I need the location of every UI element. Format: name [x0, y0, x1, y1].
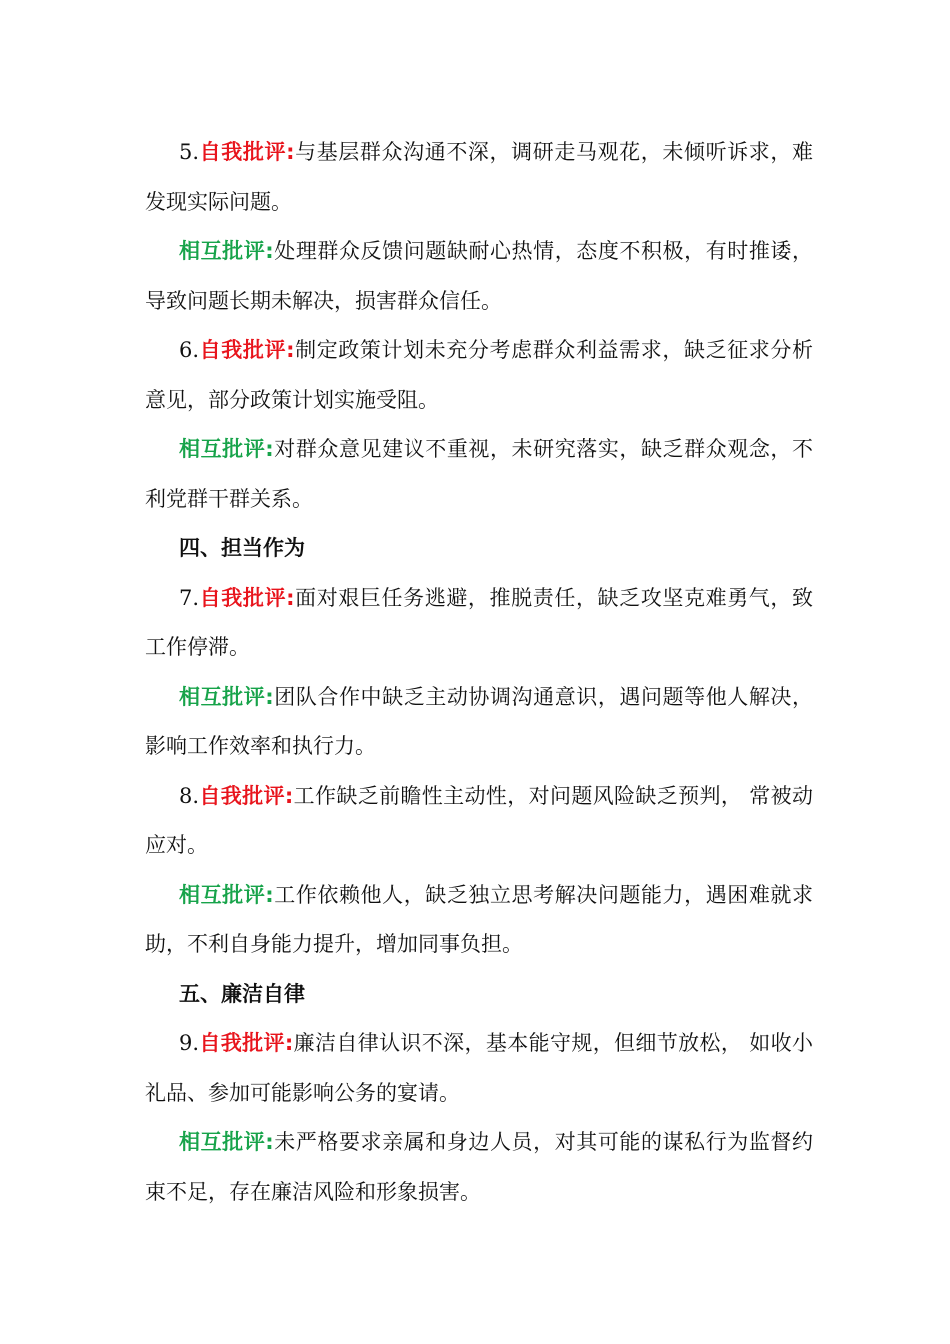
mutual-criticism-label: 相互批评:: [179, 239, 274, 263]
self-criticism-label: 自我批评:: [199, 338, 295, 362]
mutual-criticism-text: 未严格要求亲属和身边人员，对其可能的谋私行为监督约束不足，存在廉洁风险和形象损害。: [145, 1130, 813, 1204]
self-criticism-paragraph-6: [145, 326, 813, 425]
self-criticism-text: 廉洁自律认识不深，基本能守规，但细节放松， 如收小礼品、参加可能影响公务的宴请。: [145, 1031, 813, 1105]
mutual-criticism-text: 对群众意见建议不重视，未研究落实，缺乏群众观念，不利党群干群关系。: [145, 437, 813, 511]
self-criticism-paragraph-7: [145, 574, 813, 673]
section-heading-4: 四、担当作为: [179, 536, 305, 560]
self-criticism-label: 自我批评:: [199, 140, 295, 164]
mutual-criticism-label: 相互批评:: [179, 882, 274, 907]
item-number: 7.: [179, 585, 200, 610]
self-criticism-text: 与基层群众沟通不深，调研走马观花，未倾听诉求，难发现实际问题。: [145, 140, 814, 214]
self-criticism-paragraph-5: [145, 128, 813, 227]
self-criticism-label: 自我批评:: [199, 1031, 294, 1055]
section-heading-5: 五、廉洁自律: [179, 981, 305, 1006]
self-criticism-text: 制定政策计划未充分考虑群众利益需求，缺乏征求分析意见，部分政策计划实施受阻。: [145, 338, 814, 412]
mutual-criticism-paragraph-6: [145, 425, 813, 524]
self-criticism-label: 自我批评:: [199, 783, 294, 808]
item-number: 6.: [179, 338, 200, 362]
self-criticism-paragraph-8: [145, 772, 813, 871]
mutual-criticism-paragraph-8: [145, 871, 813, 970]
self-criticism-text: 面对艰巨任务逃避，推脱责任，缺乏攻坚克难勇气，致工作停滞。: [145, 585, 814, 659]
document-page: [145, 128, 813, 1217]
mutual-criticism-label: 相互批评:: [179, 437, 274, 461]
item-number: 8.: [179, 783, 200, 808]
mutual-criticism-text: 团队合作中缺乏主动协调沟通意识，遇问题等他人解决，影响工作效率和执行力。: [145, 684, 813, 758]
mutual-criticism-paragraph-9: [145, 1118, 813, 1217]
mutual-criticism-paragraph-5: [145, 227, 813, 326]
mutual-criticism-paragraph-7: [145, 673, 813, 772]
mutual-criticism-label: 相互批评:: [179, 684, 274, 709]
item-number: 5.: [179, 140, 200, 164]
mutual-criticism-text: 处理群众反馈问题缺耐心热情，态度不积极，有时推诿，导致问题长期未解决，损害群众信任。: [145, 239, 813, 313]
self-criticism-text: 工作缺乏前瞻性主动性，对问题风险缺乏预判， 常被动应对。: [145, 783, 813, 857]
mutual-criticism-label: 相互批评:: [179, 1130, 274, 1154]
mutual-criticism-text: 工作依赖他人，缺乏独立思考解决问题能力，遇困难就求助，不利自身能力提升，增加同事负担。: [145, 882, 813, 956]
self-criticism-label: 自我批评:: [199, 585, 295, 610]
self-criticism-paragraph-9: [145, 1019, 813, 1118]
item-number: 9.: [179, 1031, 200, 1055]
